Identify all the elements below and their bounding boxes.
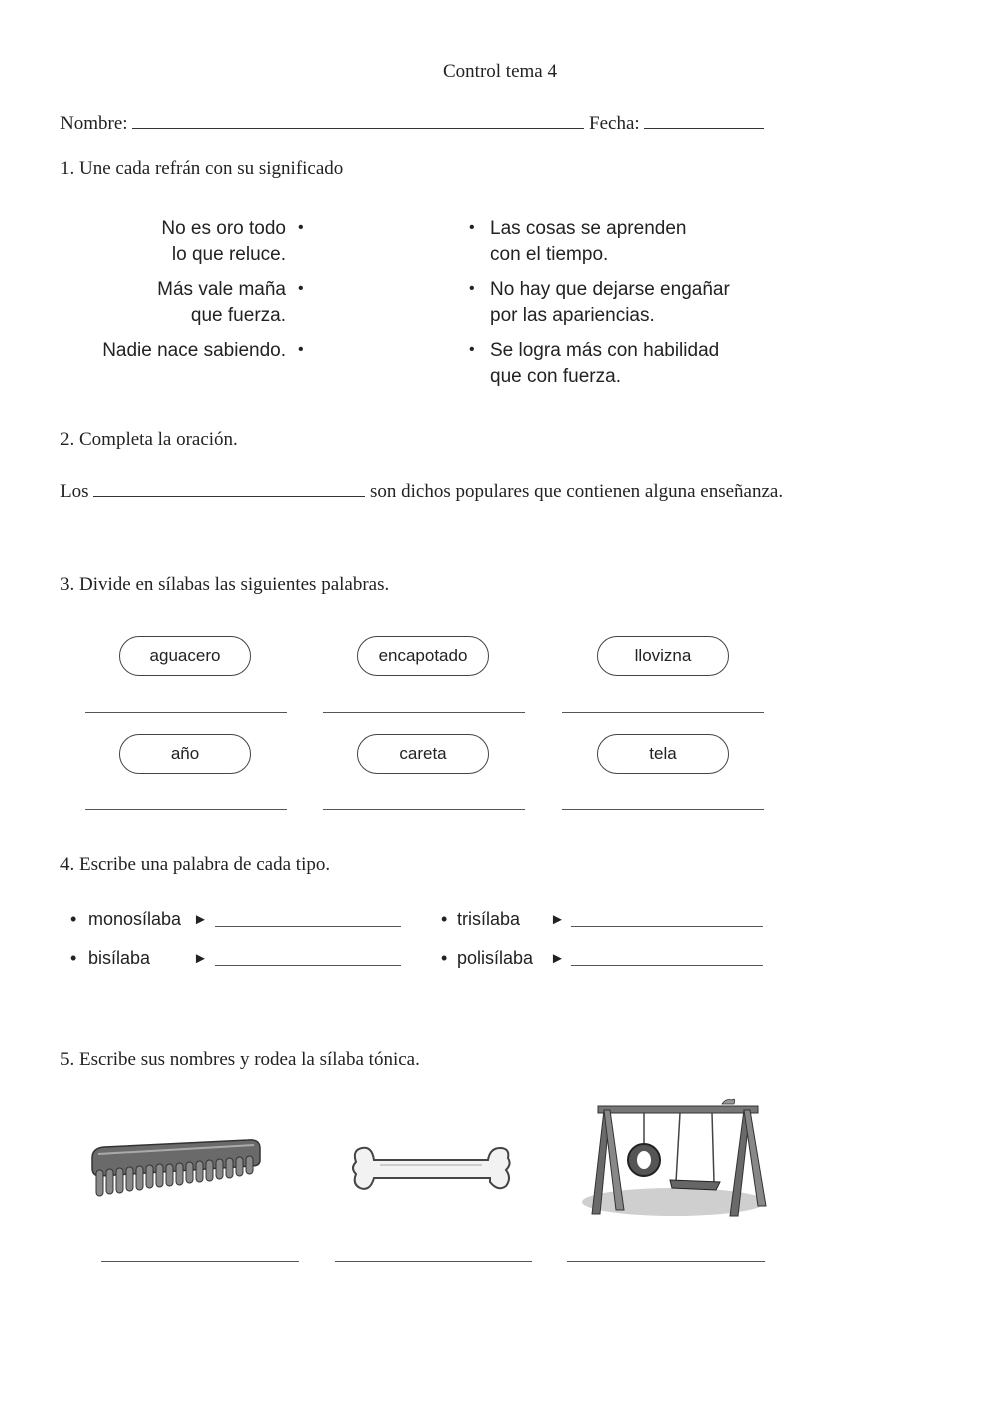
type-trisilaba: trisílaba — [457, 909, 521, 929]
answer-line-monosilaba[interactable] — [215, 926, 401, 927]
question-3-prompt: 3. Divide en sílabas las siguientes palabras. — [60, 574, 390, 595]
word-llovizna: llovizna — [597, 636, 729, 676]
answer-line-encapotado[interactable] — [323, 712, 525, 713]
sentence-end: son dichos populares que contienen alguna enseñanza. — [370, 481, 784, 502]
match-dot-right-2[interactable]: • — [469, 280, 475, 297]
answer-line-ano[interactable] — [85, 809, 287, 810]
match-dot-left-3[interactable]: • — [298, 341, 304, 358]
refran-3[interactable]: Nadie nace sabiendo. — [102, 340, 286, 361]
match-dot-right-1[interactable]: • — [469, 219, 475, 236]
bone-icon — [350, 1140, 512, 1196]
type-bisilaba: bisílaba — [88, 948, 151, 968]
question-2-prompt: 2. Completa la oración. — [60, 429, 238, 450]
sentence-start: Los — [60, 481, 89, 502]
word-aguacero: aguacero — [119, 636, 251, 676]
match-dot-left-1[interactable]: • — [298, 219, 304, 236]
answer-line-aguacero[interactable] — [85, 712, 287, 713]
type-bullet-4: • — [441, 948, 448, 968]
name-field[interactable] — [132, 110, 584, 129]
question-1-prompt: 1. Une cada refrán con su significado — [60, 158, 344, 179]
type-polisilaba: polisílaba — [457, 948, 534, 968]
answer-line-image-2[interactable] — [335, 1261, 532, 1262]
date-label: Fecha: — [589, 113, 640, 134]
answer-line-bisilaba[interactable] — [215, 965, 401, 966]
name-label: Nombre: — [60, 113, 128, 134]
page-title: Control tema 4 — [443, 61, 557, 82]
answer-line-trisilaba[interactable] — [571, 926, 763, 927]
arrow-icon: ► — [550, 950, 565, 967]
significado-1[interactable]: Las cosas se aprenden con el tiempo. — [490, 218, 687, 265]
significado-3[interactable]: Se logra más con habilidad que con fuerza. — [490, 340, 720, 387]
sentence-row — [60, 478, 783, 503]
refran-2[interactable]: Más vale maña que fuerza. — [157, 279, 286, 326]
question-5-prompt: 5. Escribe sus nombres y rodea la sílaba tónica. — [60, 1049, 420, 1070]
date-field[interactable] — [644, 110, 764, 129]
significado-2[interactable]: No hay que dejarse engañar por las apariencias. — [490, 279, 730, 326]
answer-line-llovizna[interactable] — [562, 712, 764, 713]
match-dot-left-2[interactable]: • — [298, 280, 304, 297]
word-careta: careta — [357, 734, 489, 774]
sentence-blank[interactable] — [93, 478, 365, 497]
question-4-prompt: 4. Escribe una palabra de cada tipo. — [60, 854, 331, 875]
arrow-icon: ► — [550, 911, 565, 928]
arrow-icon: ► — [193, 950, 208, 967]
word-encapotado: encapotado — [357, 636, 489, 676]
type-bullet-2: • — [441, 909, 448, 929]
answer-line-careta[interactable] — [323, 809, 525, 810]
word-tela: tela — [597, 734, 729, 774]
swing-set-icon — [578, 1098, 774, 1222]
type-bullet-1: • — [70, 909, 77, 929]
word-ano: año — [119, 734, 251, 774]
arrow-icon: ► — [193, 911, 208, 928]
name-row — [60, 110, 764, 135]
type-monosilaba: monosílaba — [88, 909, 182, 929]
answer-line-image-3[interactable] — [567, 1261, 765, 1262]
answer-line-tela[interactable] — [562, 809, 764, 810]
answer-line-polisilaba[interactable] — [571, 965, 763, 966]
comb-icon — [88, 1134, 264, 1204]
answer-line-image-1[interactable] — [101, 1261, 299, 1262]
match-dot-right-3[interactable]: • — [469, 341, 475, 358]
refran-1[interactable]: No es oro todo lo que reluce. — [161, 218, 286, 265]
type-bullet-3: • — [70, 948, 77, 968]
